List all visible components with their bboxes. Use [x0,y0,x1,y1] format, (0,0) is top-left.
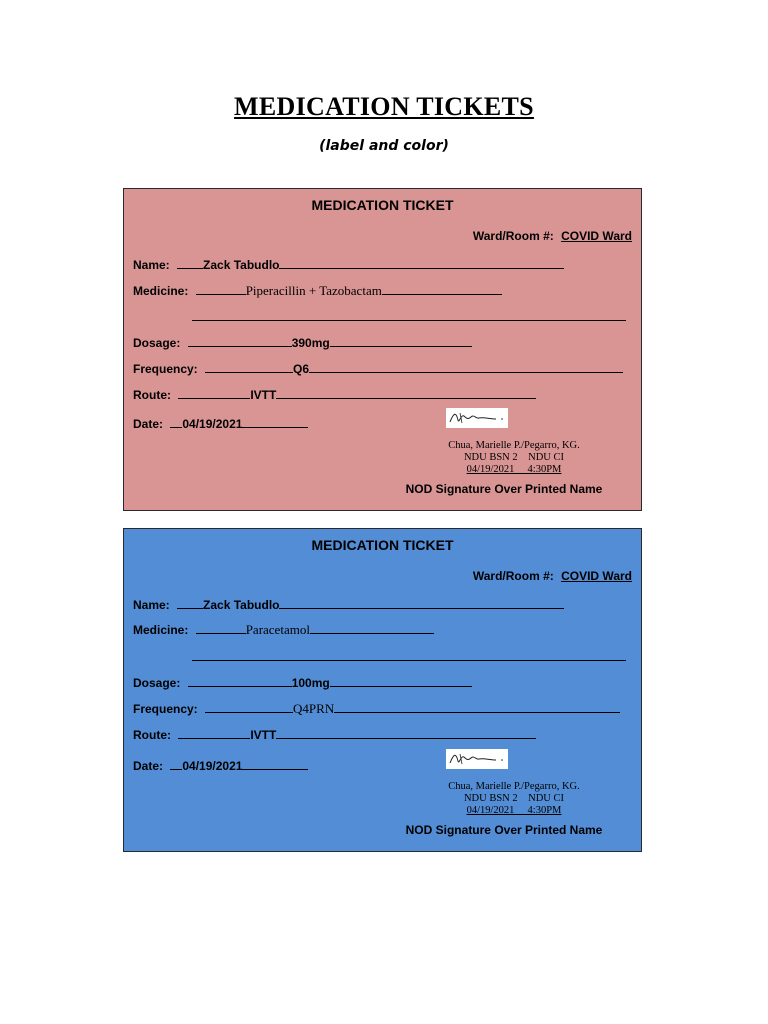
route-row [133,387,536,402]
dosage-row [133,675,472,690]
medication-ticket-1 [123,188,642,511]
frequency-row [133,701,620,717]
medicine-value: Paracetamol [245,622,310,637]
date-value: 04/19/2021 [182,759,243,773]
name-row [133,597,564,612]
ward-value: COVID Ward [561,229,632,243]
name-row [133,257,564,272]
signer-datetime: 04/19/2021 4:30PM [466,464,562,475]
signer-block [394,781,634,817]
signer-role: NDU BSN 2 NDU CI [463,793,565,804]
medicine-continuation-line [192,649,626,664]
ward-room [473,229,632,243]
medicine-label: Medicine: [133,284,189,298]
handwritten-signature-icon [446,408,508,428]
handwritten-signature-icon [446,749,508,769]
medicine-row [133,283,502,299]
signer-role: NDU BSN 2 NDU CI [463,452,565,463]
frequency-value: Q4PRN [293,701,335,716]
signature-image [446,749,508,769]
signer-block [394,440,634,476]
name-label: Name: [133,598,170,612]
dosage-label: Dosage: [133,676,181,690]
signer-datetime: 04/19/2021 4:30PM [466,805,562,816]
ward-value: COVID Ward [561,569,632,583]
ticket-heading: MEDICATION TICKET [311,197,454,213]
signer-name: Chua, Marielle P./Pegarro, KG. [448,440,580,451]
name-value: Zack Tabudlo [203,258,280,272]
route-row [133,727,536,742]
signature-image [446,408,508,428]
medicine-label: Medicine: [133,623,189,637]
dosage-row [133,335,472,350]
date-label: Date: [133,417,164,431]
signature-caption: NOD Signature Over Printed Name [405,823,603,837]
frequency-label: Frequency: [133,362,198,376]
dosage-value: 100mg [291,676,330,690]
name-label: Name: [133,258,170,272]
ticket-heading: MEDICATION TICKET [311,537,454,553]
ward-label: Ward/Room #: [472,569,554,583]
dosage-value: 390mg [291,336,330,350]
frequency-value: Q6 [293,362,310,376]
medication-ticket-2 [123,528,642,852]
route-value: IVTT [250,728,277,742]
ward-label: Ward/Room #: [472,229,554,243]
page-title: MEDICATION TICKETS [234,92,534,121]
dosage-label: Dosage: [133,336,181,350]
date-row [133,758,308,773]
date-row [133,416,308,431]
ward-room [473,569,632,583]
medicine-row [133,622,434,638]
date-label: Date: [133,759,164,773]
signature-caption: NOD Signature Over Printed Name [405,482,603,496]
frequency-row [133,361,623,376]
route-label: Route: [133,728,171,742]
route-value: IVTT [250,388,277,402]
signer-name: Chua, Marielle P./Pegarro, KG. [448,781,580,792]
medicine-value: Piperacillin + Tazobactam [245,283,382,298]
route-label: Route: [133,388,171,402]
frequency-label: Frequency: [133,702,198,716]
medicine-continuation-line [192,309,626,324]
date-value: 04/19/2021 [182,417,243,431]
name-value: Zack Tabudlo [203,598,280,612]
page-subtitle: (label and color) [319,138,449,154]
